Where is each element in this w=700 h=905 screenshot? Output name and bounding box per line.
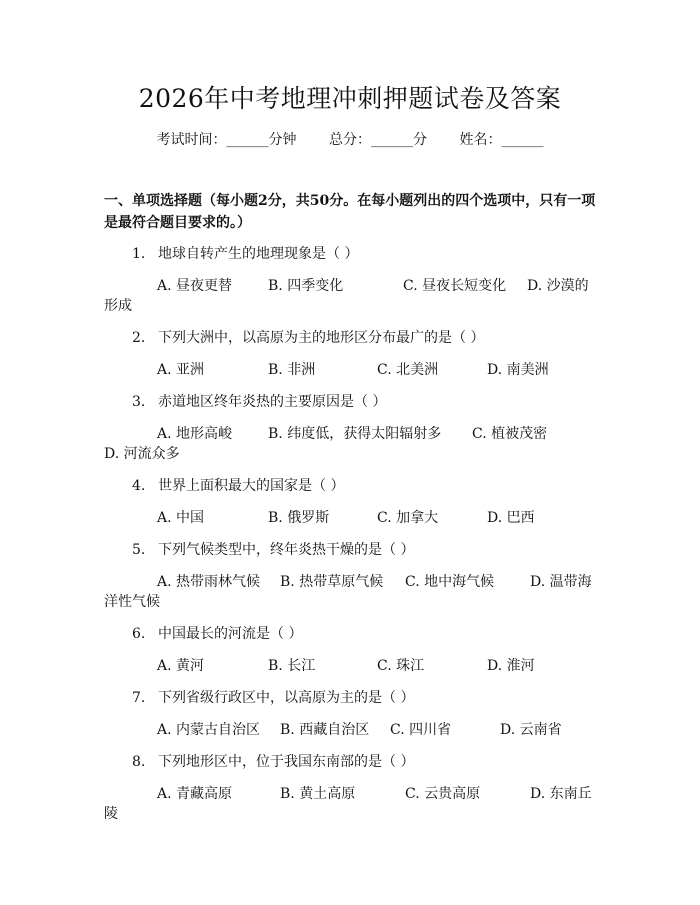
- option-d-continuation: 洋性气候: [104, 594, 160, 610]
- question-text: 下列大洲中，以高原为主的地形区分布最广的是（ ）: [158, 330, 485, 346]
- option-a: A. 黄河: [157, 658, 205, 674]
- question-number: 4.: [132, 478, 146, 494]
- option-c: C. 云贵高原: [405, 786, 481, 802]
- question-2: [132, 328, 484, 348]
- option-b: B. 黄土高原: [280, 786, 356, 802]
- question-number: 7.: [132, 690, 146, 706]
- question-text: 下列地形区中，位于我国东南部的是（ ）: [158, 754, 415, 770]
- question-number: 2.: [132, 330, 146, 346]
- option-d: D. 沙漠的: [527, 278, 589, 294]
- option-b: B. 长江: [268, 658, 316, 674]
- question-1: [132, 244, 358, 264]
- option-c: C. 加拿大: [377, 510, 439, 526]
- option-b: B. 热带草原气候: [280, 574, 384, 590]
- option-a: A. 中国: [157, 510, 205, 526]
- option-c: C. 地中海气候: [405, 574, 495, 590]
- option-b: B. 西藏自治区: [280, 722, 370, 738]
- question-number: 5.: [132, 542, 146, 558]
- total-score-field: 总分：______分: [329, 132, 427, 148]
- option-a: A. 内蒙古自治区: [157, 722, 261, 738]
- option-c: C. 昼夜长短变化: [403, 278, 507, 294]
- option-d: D. 巴西: [487, 510, 535, 526]
- question-text: 中国最长的河流是（ ）: [158, 626, 303, 642]
- option-b: B. 纬度低，获得太阳辐射多: [268, 426, 442, 442]
- question-text: 下列省级行政区中，以高原为主的是（ ）: [158, 690, 415, 706]
- option-d-continuation: 陵: [104, 806, 118, 822]
- exam-meta: [0, 130, 700, 150]
- option-b: B. 俄罗斯: [268, 510, 330, 526]
- option-a: A. 亚洲: [157, 362, 205, 378]
- option-d: D. 东南丘: [530, 786, 592, 802]
- option-d: D. 淮河: [487, 658, 535, 674]
- section-heading: 一、单项选择题（每小题2分，共50分。在每小题列出的四个选项中，只有一项是最符合题目要求的。）: [104, 193, 596, 231]
- option-a: A. 青藏高原: [157, 786, 233, 802]
- option-d: D. 南美洲: [487, 362, 549, 378]
- option-d-continuation: 形成: [104, 298, 132, 314]
- question-text: 地球自转产生的地理现象是（ ）: [158, 246, 359, 262]
- student-name-field: 姓名：______: [459, 132, 544, 148]
- exam-title: 2026年中考地理冲刺押题试卷及答案: [138, 84, 562, 113]
- question-text: 世界上面积最大的国家是（ ）: [158, 478, 345, 494]
- option-a: A. 热带雨林气候: [157, 574, 261, 590]
- option-b: B. 非洲: [268, 362, 316, 378]
- question-7: [132, 688, 414, 708]
- option-a: A. 地形高峻: [157, 426, 233, 442]
- question-number: 3.: [132, 394, 146, 410]
- question-8: [132, 752, 414, 772]
- question-number: 8.: [132, 754, 146, 770]
- option-d: D. 云南省: [500, 722, 562, 738]
- question-6: [132, 624, 302, 644]
- question-5: [132, 540, 414, 560]
- option-d: D. 河流众多: [104, 446, 180, 462]
- exam-time-field: 考试时间：______分钟: [156, 132, 297, 148]
- question-3: [132, 392, 386, 412]
- option-b: B. 四季变化: [268, 278, 344, 294]
- option-c: C. 珠江: [377, 658, 425, 674]
- option-a: A. 昼夜更替: [157, 278, 233, 294]
- question-4: [132, 476, 344, 496]
- question-text: 下列气候类型中，终年炎热干燥的是（ ）: [158, 542, 415, 558]
- option-c: C. 四川省: [390, 722, 452, 738]
- question-text: 赤道地区终年炎热的主要原因是（ ）: [158, 394, 387, 410]
- question-number: 1.: [132, 246, 146, 262]
- option-d: D. 温带海: [530, 574, 592, 590]
- option-c: C. 植被茂密: [472, 426, 548, 442]
- question-number: 6.: [132, 626, 146, 642]
- option-c: C. 北美洲: [377, 362, 439, 378]
